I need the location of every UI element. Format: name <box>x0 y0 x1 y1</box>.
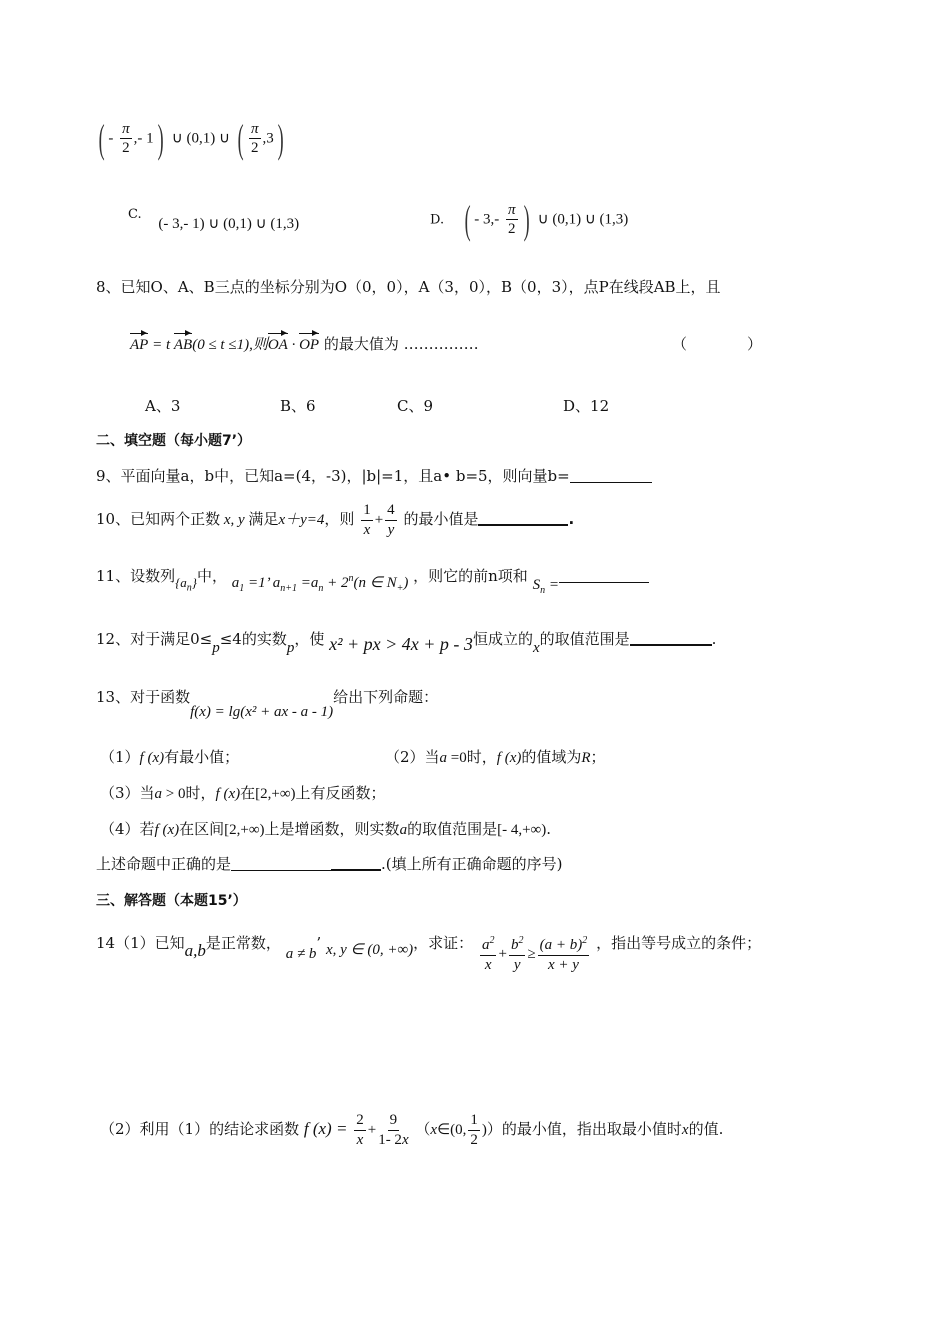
q13-p4-range: [- 4,+∞) <box>497 822 547 838</box>
q11-zhong: 中， <box>197 567 228 585</box>
q8-cond-text: 的最大值为 <box>323 335 399 353</box>
q12: 12、对于满足0≤p≤4的实数p，使 x² + px > 4x + p - 3恒成立的x的取值范围是 . <box>96 630 717 656</box>
q11-tail: ，则它的前n项和 <box>413 567 528 585</box>
q14-p1-neq: a ≠ b <box>285 946 317 962</box>
q12-end: . <box>711 630 717 648</box>
q7-option-c-label: C. <box>128 207 142 222</box>
q12-mid: ≤4的实数 <box>219 630 287 648</box>
q14-p1-tail: ，指出等号成立的条件； <box>596 934 762 952</box>
q12-inequality: x² + px > 4x + p - 3 <box>329 634 473 654</box>
q13-p3-in: 在 <box>240 784 256 802</box>
q8-condition: AP = t AB(0 ≤ t ≤1),则OA · OP 的最大值为 …………… <box>130 335 479 353</box>
q14-p2-end: 的值. <box>688 1120 724 1138</box>
q13-p3-text: 上有反函数； <box>295 784 386 802</box>
q14-part-1: 14（1）已知a,b是正常数， a ≠ b’ x, y ∈ (0, +∞)，求证： $\frac{a^2}{x}$ + $\frac{b^2}{y}$ ≥ $\frac{(a + b)^2}{x + y}$ ，指出等号成立的条件； <box>96 934 762 973</box>
q10-cond: x＋y=4 <box>278 512 325 528</box>
q9-text: 9、平面向量a，b中，已知a=(4，-3)，|b|=1，且a• b=5，则向量b= <box>96 467 570 485</box>
q14-part-2: （2）利用（1）的结论求函数 f (x) = $\frac{2}{x}$ + $\frac{9}{1- 2x}$ （x∈(0, $\frac{1}{2}$ )）的最小值，指出取最小值时x的值. <box>100 1112 724 1148</box>
q14-p1-ab: a,b <box>184 941 206 960</box>
q13-p4-text: 上是增函数，则实数 <box>264 820 400 838</box>
q10-pre: 10、已知两个正数 <box>96 510 221 528</box>
q10-mid: 满足 <box>248 510 279 528</box>
q13-p4-text2: 的取值范围是 <box>407 820 498 838</box>
q11: 11、设数列$\{a_n\}$中， $a_1 =1$’ $a_{n+1} =a_n + 2^n(n$ ∈ $N_+$) ，则它的前n项和 $S_n$ = <box>96 565 649 588</box>
q13-p3-interval: [2,+∞) <box>255 786 296 802</box>
q7-option-d-label: D. <box>430 212 445 228</box>
q10: 10、已知两个正数 x, y 满足x＋y=4，则 $\frac{1}{x}$ + $\frac{4}{y}$ 的最小值是 . <box>96 502 575 538</box>
q8-option-a: A、3 <box>145 397 181 415</box>
q13-p4-num: （4）若 <box>100 820 155 838</box>
q13-p3-mid: 时， <box>185 784 216 802</box>
q13-answer-line <box>96 853 563 874</box>
q12-shi: ，使 <box>294 630 325 648</box>
q13-pre: 13、对于函数 <box>96 688 191 706</box>
q13-answer-pre: 上述命题中正确的是 <box>96 855 232 873</box>
q12-blank[interactable] <box>630 630 712 646</box>
q12-post2: 的取值范围是 <box>539 630 630 648</box>
q13-p2-end: ； <box>590 748 606 766</box>
q13-answer-post: .(填上所有正确命题的序号) <box>381 855 563 873</box>
q14-p1-pre: 14（1）已知 <box>96 934 185 952</box>
q13-proposition-1: （1）f (x)有最小值； <box>100 748 240 766</box>
q13-function: f(x) = lg(x² + ax - a - 1) <box>190 704 334 720</box>
q7-option-b: ( - $\frac{\pi}{2}$ ,- 1) ∪ (0,1) ∪ ( $\frac{\pi}{2}$ ,3) <box>98 116 284 161</box>
q13-p4-end: . <box>546 820 551 838</box>
q14-p2-pre: （2）利用（1）的结论求函数 <box>100 1120 300 1138</box>
q13-blank-1[interactable] <box>231 856 331 871</box>
q7-option-c: C. (- 3,- 1) ∪ (0,1) ∪ (1,3) <box>128 207 300 232</box>
q10-post: 的最小值是 <box>403 510 479 528</box>
q13-p4-in: 在区间 <box>179 820 225 838</box>
q13-p2-mid: 时， <box>466 748 497 766</box>
q13-p1-num: （1） <box>100 748 140 766</box>
q13-post: 给出下列命题： <box>333 688 439 706</box>
section-3-title: 三、解答题（本题15’） <box>96 893 247 909</box>
q8-option-b: B、6 <box>280 397 316 415</box>
q8-option-d: D、12 <box>563 397 610 415</box>
q7-option-d: D. ( - 3,- $\frac{\pi}{2}$ ) ∪ (0,1) ∪ (1,3) <box>430 197 629 242</box>
q8-dots: …………… <box>403 335 479 353</box>
q13-proposition-4: （4）若f (x)在区间[2,+∞)上是增函数，则实数a的取值范围是[- 4,+∞). <box>100 820 551 838</box>
q13-p4-interval: [2,+∞) <box>224 822 265 838</box>
section-2-title: 二、填空题（每小题7’） <box>96 433 252 449</box>
q13-p2-num: （2）当 <box>385 748 440 766</box>
q9 <box>96 465 652 486</box>
q13-p1-text: 有最小值； <box>164 748 240 766</box>
q10-then: ，则 <box>324 510 355 528</box>
q13-proposition-3: （3）当a > 0时，f (x)在[2,+∞)上有反函数； <box>100 784 386 802</box>
q8-stem: 8、已知O、A、B三点的坐标分别为O（0，0），A（3，0），B（0，3），点P在线段AB上，且 <box>96 278 721 296</box>
q13-proposition-2: （2）当a =0时，f (x)的值域为R； <box>385 748 606 766</box>
q10-blank[interactable] <box>478 510 568 526</box>
q12-pre: 12、对于满足0≤ <box>96 630 213 648</box>
q14-p1-pos: 是正常数， <box>205 934 281 952</box>
q11-pre: 11、设数列 <box>96 567 176 585</box>
q13-p3-num: （3）当 <box>100 784 155 802</box>
q14-p2-domain-pre: （ <box>415 1120 431 1138</box>
q8-paren: （ ） <box>672 335 763 353</box>
q14-p2-domain-post: ）的最小值，指出取最小值时 <box>486 1120 682 1138</box>
q11-blank[interactable] <box>559 568 649 583</box>
q13-blank-2[interactable] <box>331 855 381 871</box>
q10-end: . <box>568 510 575 528</box>
q8-option-c: C、9 <box>397 397 434 415</box>
q13-p2-text: 的值域为 <box>521 748 582 766</box>
q14-p1-xy: x, y ∈ (0, +∞) <box>325 942 414 958</box>
q12-post: 恒成立的 <box>472 630 533 648</box>
q13 <box>96 686 439 720</box>
q9-blank[interactable] <box>570 468 652 483</box>
q14-p1-prove: ，求证： <box>413 934 474 952</box>
